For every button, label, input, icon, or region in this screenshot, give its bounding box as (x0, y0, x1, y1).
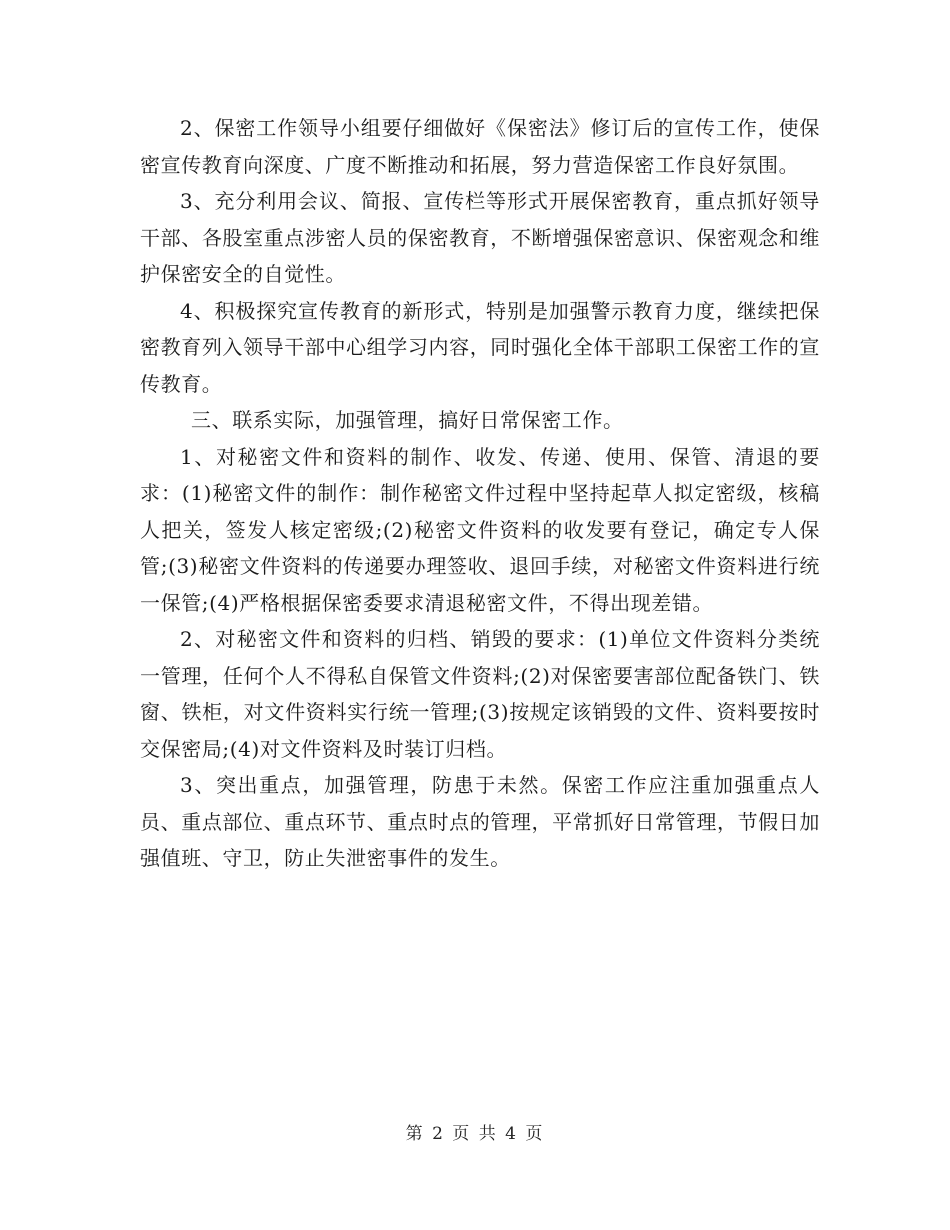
paragraph-meetings-education: 3、充分利用会议、简报、宣传栏等形式开展保密教育，重点抓好领导干部、各股室重点涉密人员的保密教育，不断增强保密意识、保密观念和维护保密安全的自觉性。 (140, 189, 820, 286)
paragraph-secret-docs-handling: 1、对秘密文件和资料的制作、收发、传递、使用、保管、清退的要求：(1)秘密文件的制作：制作秘密文件过程中坚持起草人拟定密级，核稿人把关，签发人核定密级;(2)秘密文件资料的收发要有登记，确定专人保管;(3)秘密文件资料的传递要办理签收、退回手续，对秘密文件资料进行统一保管;(4)严格根据保密委要求清退秘密文件，不得出现差错。 (140, 444, 820, 615)
page-number-footer: 第 2 页 共 4 页 (405, 1124, 545, 1144)
document-body (140, 110, 820, 877)
paragraph-key-points: 3、突出重点，加强管理，防患于未然。保密工作应注重加强重点人员、重点部位、重点环节、重点时点的管理，平常抓好日常管理，节假日加强值班、守卫，防止失泄密事件的发生。 (140, 773, 820, 870)
paragraph-publicity-work: 2、保密工作领导小组要仔细做好《保密法》修订后的宣传工作，使保密宣传教育向深度、广度不断推动和拓展，努力营造保密工作良好氛围。 (140, 116, 820, 177)
section-heading-three: 三、联系实际，加强管理，搞好日常保密工作。 (191, 408, 624, 432)
paragraph-archiving-destruction: 2、对秘密文件和资料的归档、销毁的要求：(1)单位文件资料分类统一管理，任何个人不得私自保管文件资料;(2)对保密要害部位配备铁门、铁窗、铁柜，对文件资料实行统一管理;(3)按规定该销毁的文件、资料要按时交保密局;(4)对文件资料及时装订归档。 (140, 627, 820, 761)
paragraph-new-forms: 4、积极探究宣传教育的新形式，特别是加强警示教育力度，继续把保密教育列入领导干部中心组学习内容，同时强化全体干部职工保密工作的宣传教育。 (140, 298, 820, 396)
